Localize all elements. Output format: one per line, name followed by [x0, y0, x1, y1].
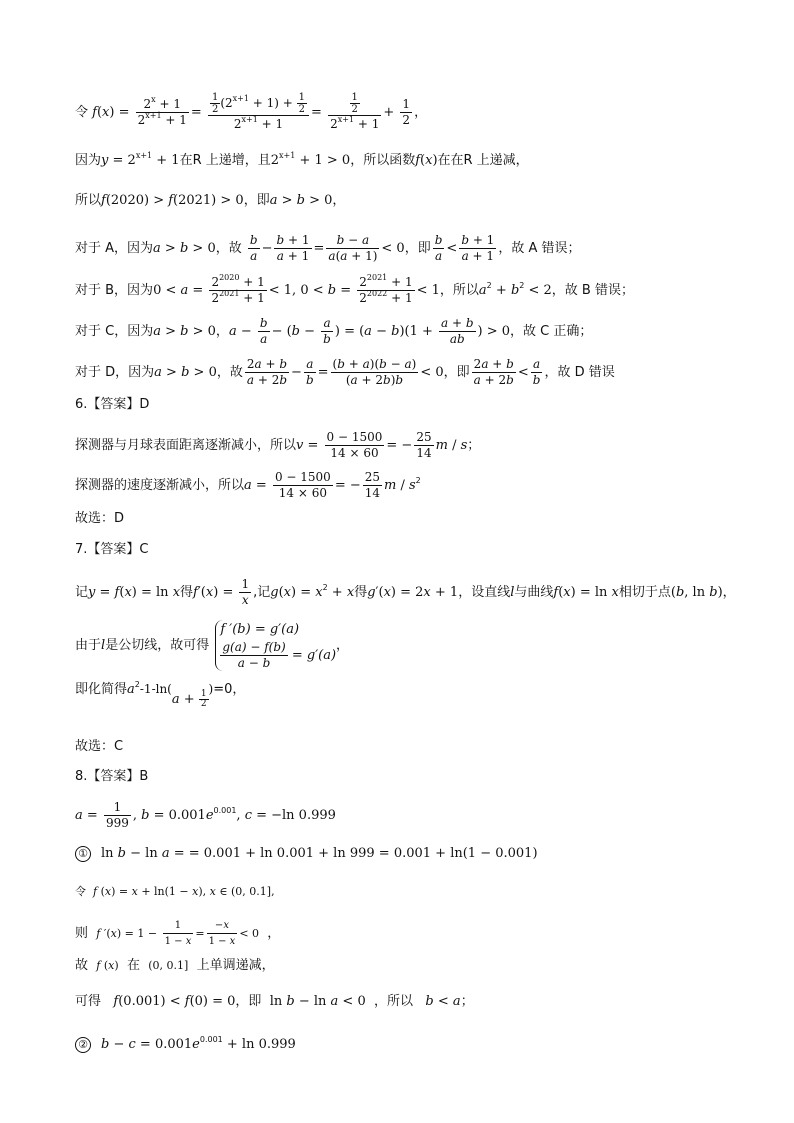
q8-derivative: 则 f ′(x) = 1 − $\frac{1}{1 - x}$ = $\frac{-x}{1 - x}$ < 0 ，: [75, 920, 281, 947]
fraction: $\frac{1}{2}$ $(2^{x+1} + 1)$ + $\frac{1}{2}$ $2^{x+1} + 1$: [208, 92, 309, 133]
q7-setup: 记y = f(x) = ln x得f′(x) = $\frac{1}{x}$ ,记$g(x) = x^2 + x$得g′(x) = 2x + 1，设直线l与曲线f(x) = ln x相切于点(b, ln b)，: [75, 577, 736, 607]
circle-two-marker: ②: [75, 1037, 91, 1053]
q7-system: 由于l是公切线，故可得 f ′(b) = g′(a) $\frac{g(a) - f(b)}{a - b}$ = g′(a) ，: [75, 622, 350, 670]
q8-decreasing: 故 f (x) 在 (0, 0.1] 上单调递减，: [75, 958, 275, 973]
equation-system: f ′(b) = g′(a) $\frac{g(a) - f(b)}{a - b}$ = g′(a): [215, 620, 336, 671]
q7-choice: 故选：C: [75, 739, 124, 754]
line-option-b: 对于 B，因为0 < a = $\frac{2^{2020} + 1}{2^{2021} + 1}$ < 1, 0 < b = $\frac{2^{2021} + 1}{2^{2022} + 1}$ < 1，所以$a^2 + b^2 < 2$，故 B 错误；: [75, 273, 634, 305]
line-monotonic: 因为$y = 2^{x+1} + 1$在R 上递增，且$2^{x+1} + 1 > 0$，所以函数f(x)在在R 上递减，: [75, 151, 529, 168]
q8-values: a = $\frac{1}{999}$ , $b = 0.001e^{0.001}$, c = −ln 0.999: [75, 800, 336, 830]
q6-choice: 故选：D: [75, 511, 125, 526]
q6-heading: 6.【答案】D: [75, 397, 150, 412]
q8-heading: 8.【答案】B: [75, 769, 149, 784]
q8-conclusion: 可得 f(0.001) < f(0) = 0，即 ln b − ln a < 0 ，所以 b < a；: [75, 994, 474, 1009]
q7-simplified: 即化简得$a^2-1-\ln(a$ + $\frac{1}{2}$ )=0，: [75, 680, 246, 709]
q6-acceleration: 探测器的速度逐渐减小，所以a = $\frac{0 - 1500}{14 \times 60}$ = − $\frac{25}{14}$ m / $s^2$: [75, 470, 421, 500]
q7-heading: 7.【答案】C: [75, 542, 149, 557]
q8-step1: ① ln b − ln a = = 0.001 + ln 0.001 + ln 999 = 0.001 + ln(1 − 0.001): [75, 845, 538, 863]
q8-let-function: 令 f (x) = x + ln(1 − x), x ∈ (0, 0.1],: [75, 885, 275, 898]
line-option-a: 对于 A，因为a > b > 0，故 $\frac{b}{a}$ − $\frac{b + 1}{a + 1}$ = $\frac{b - a}{a(a + 1)}$ < 0，即 $\frac{b}{a}$ < $\frac{b + 1}{a + 1}$ ，故 A 错误；: [75, 233, 581, 263]
line-so: 所以f(2020) > f(2021) > 0，即a > b > 0，: [75, 193, 346, 208]
fraction: $\frac{2^x + 1}{2^{x+1} + 1}$: [137, 95, 187, 127]
circle-one-marker: ①: [75, 846, 91, 862]
line-option-c: 对于 C，因为a > b > 0，a − $\frac{b}{a}$ − (b − $\frac{a}{b}$ ) = (a − b)(1 + $\frac{a + b}{ab}$ ) > 0，故 C 正确；: [75, 316, 593, 346]
fraction: $\frac{\frac{1}{2}}{2^{x+1} + 1}$: [330, 92, 380, 131]
text-ling: 令: [75, 105, 89, 120]
q8-step2: ② $b - c = 0.001e^{0.001} + \ln 0.999$: [75, 1036, 296, 1054]
line-option-d: 对于 D，因为a > b > 0，故 $\frac{2a + b}{a + 2b}$ − $\frac{a}{b}$ = $\frac{(b + a)(b - a)}{(a + 2b)b}$ < 0，即 $\frac{2a + b}{a + 2b}$ < $\frac{a}{b}$ ，故 D 错误: [75, 357, 615, 387]
q6-velocity: 探测器与月球表面距离逐渐减小，所以v = $\frac{0 - 1500}{14 \times 60}$ = − $\frac{25}{14}$ m / s；: [75, 430, 481, 460]
line-f-definition: 令 f(x) = $\frac{2^x + 1}{2^{x+1} + 1}$ = $\frac{1}{2}$ $(2^{x+1} + 1)$ + $\frac{1}{2}$ $2^{x+1} + 1$ = $\frac{\frac{1}{2}}{2^{x+1} + 1}$ + $\frac{1}{2}$ ，: [75, 92, 428, 131]
